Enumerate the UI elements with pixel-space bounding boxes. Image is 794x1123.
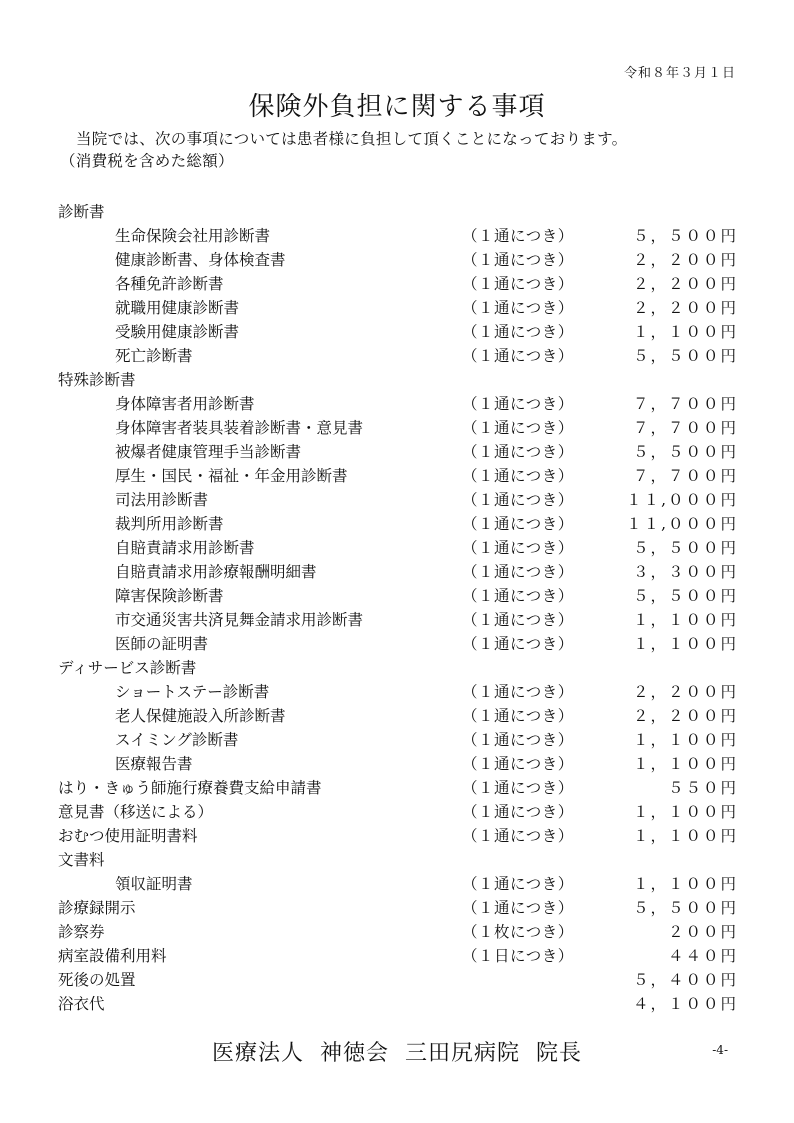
item-unit: （１通につき） xyxy=(462,731,574,749)
fee-row xyxy=(58,968,738,992)
item-name: 健康診断書、身体検査書 xyxy=(115,251,286,269)
category-heading xyxy=(58,656,738,680)
fee-row xyxy=(58,752,738,776)
item-name: 受験用健康診断書 xyxy=(115,323,240,341)
item-name: 裁判所用診断書 xyxy=(115,515,224,533)
fee-row xyxy=(58,944,738,968)
fee-row xyxy=(58,440,738,464)
item-price: ２，２００円 xyxy=(632,683,738,701)
item-unit: （１通につき） xyxy=(462,539,574,557)
fee-row xyxy=(58,464,738,488)
item-price: ５，５００円 xyxy=(632,539,738,557)
category-heading xyxy=(58,200,738,224)
item-unit: （１通につき） xyxy=(462,419,574,437)
item-price: １，１００円 xyxy=(632,635,738,653)
item-unit: （１通につき） xyxy=(462,635,574,653)
item-price: １，１００円 xyxy=(632,731,738,749)
fee-row xyxy=(58,680,738,704)
item-unit: （１通につき） xyxy=(462,875,574,893)
tax-note: （消費税を含めた総額） xyxy=(60,152,234,170)
fee-row xyxy=(58,608,738,632)
item-name: 診療録開示 xyxy=(58,899,136,917)
item-price: １，１００円 xyxy=(632,827,738,845)
item-unit: （１枚につき） xyxy=(462,923,574,941)
category-heading xyxy=(58,848,738,872)
item-name: 死亡診断書 xyxy=(115,347,193,365)
item-unit: （１通につき） xyxy=(462,515,574,533)
item-name: おむつ使用証明書料 xyxy=(58,827,198,845)
fee-row xyxy=(58,896,738,920)
fee-row xyxy=(58,632,738,656)
item-price: ７，７００円 xyxy=(632,395,738,413)
item-price: ４４０円 xyxy=(667,947,738,965)
item-name: ディサービス診断書 xyxy=(58,659,197,677)
item-price: ２，２００円 xyxy=(632,275,738,293)
item-unit: （１日につき） xyxy=(462,947,574,965)
item-price: ２，２００円 xyxy=(632,707,738,725)
intro-text xyxy=(60,128,627,172)
fee-row xyxy=(58,920,738,944)
item-price: ３，３００円 xyxy=(632,563,738,581)
item-name: 診察券 xyxy=(58,923,105,941)
fee-row xyxy=(58,872,738,896)
item-name: 意見書（移送による） xyxy=(58,803,214,821)
item-unit: （１通につき） xyxy=(462,899,574,917)
item-name: 領収証明書 xyxy=(115,875,193,893)
item-name: ショートステー診断書 xyxy=(115,683,270,701)
fee-row xyxy=(58,512,738,536)
item-price: ５５０円 xyxy=(667,779,738,797)
item-price: １，１００円 xyxy=(632,803,738,821)
item-price: ５，５００円 xyxy=(632,587,738,605)
item-price: ４，１００円 xyxy=(632,995,738,1013)
fee-row xyxy=(58,776,738,800)
item-unit: （１通につき） xyxy=(462,395,574,413)
fee-row xyxy=(58,704,738,728)
fee-row xyxy=(58,320,738,344)
fee-row xyxy=(58,224,738,248)
item-unit: （１通につき） xyxy=(462,587,574,605)
item-price: ５，５００円 xyxy=(632,899,738,917)
item-name: 被爆者健康管理手当診断書 xyxy=(115,443,302,461)
fee-row xyxy=(58,992,738,1016)
item-unit: （１通につき） xyxy=(462,827,574,845)
item-name: 生命保険会社用診断書 xyxy=(115,227,271,245)
fee-row xyxy=(58,560,738,584)
fee-row xyxy=(58,584,738,608)
item-name: 厚生・国民・福祉・年金用診断書 xyxy=(115,467,348,485)
item-price: ５，５００円 xyxy=(632,347,738,365)
item-name: 身体障害者装具装着診断書・意見書 xyxy=(115,419,364,437)
fee-row xyxy=(58,800,738,824)
item-price: ７，７００円 xyxy=(632,467,738,485)
item-name: 各種免許診断書 xyxy=(115,275,224,293)
item-name: 医師の証明書 xyxy=(115,635,209,653)
item-unit: （１通につき） xyxy=(462,227,574,245)
item-price: １，１００円 xyxy=(632,755,738,773)
item-price: ５，５００円 xyxy=(632,227,738,245)
item-name: 司法用診断書 xyxy=(115,491,209,509)
item-name: 市交通災害共済見舞金請求用診断書 xyxy=(115,611,364,629)
item-name: 死後の処置 xyxy=(58,971,136,989)
item-price: １１,０００円 xyxy=(626,491,738,509)
item-name: 自賠責請求用診断書 xyxy=(115,539,255,557)
item-name: 特殊診断書 xyxy=(58,371,136,389)
item-unit: （１通につき） xyxy=(462,755,574,773)
fee-row xyxy=(58,272,738,296)
item-name: 病室設備利用料 xyxy=(58,947,167,965)
intro-line: 当院では、次の事項については患者様に負担して頂くことになっております。 xyxy=(76,130,628,148)
item-price: ２００円 xyxy=(667,923,738,941)
item-unit: （１通につき） xyxy=(462,779,574,797)
item-unit: （１通につき） xyxy=(462,323,574,341)
item-name: スイミング診断書 xyxy=(115,731,239,749)
fee-row xyxy=(58,536,738,560)
item-price: ５，４００円 xyxy=(632,971,738,989)
page-number: -4- xyxy=(712,1043,728,1057)
item-unit: （１通につき） xyxy=(462,251,574,269)
item-unit: （１通につき） xyxy=(462,803,574,821)
item-price: １，１００円 xyxy=(632,875,738,893)
item-name: はり・きゅう師施行療養費支給申請書 xyxy=(58,779,322,797)
fee-list xyxy=(58,200,738,1016)
item-price: １，１００円 xyxy=(632,323,738,341)
item-name: 医療報告書 xyxy=(115,755,193,773)
item-name: 文書料 xyxy=(58,851,105,869)
fee-row xyxy=(58,728,738,752)
item-unit: （１通につき） xyxy=(462,347,574,365)
item-price: ５，５００円 xyxy=(632,443,738,461)
item-name: 就職用健康診断書 xyxy=(115,299,240,317)
item-unit: （１通につき） xyxy=(462,299,574,317)
item-unit: （１通につき） xyxy=(462,611,574,629)
item-unit: （１通につき） xyxy=(462,443,574,461)
item-name: 老人保健施設入所診断書 xyxy=(115,707,286,725)
fee-row xyxy=(58,392,738,416)
item-name: 診断書 xyxy=(58,203,105,221)
item-unit: （１通につき） xyxy=(462,707,574,725)
fee-row xyxy=(58,488,738,512)
fee-row xyxy=(58,416,738,440)
category-heading xyxy=(58,368,738,392)
item-price: １１,０００円 xyxy=(626,515,738,533)
item-price: ７，７００円 xyxy=(632,419,738,437)
hospital-signature: 医療法人 神徳会 三田尻病院 院長 xyxy=(212,1041,582,1066)
item-unit: （１通につき） xyxy=(462,275,574,293)
issue-date: 令和８年３月１日 xyxy=(623,66,736,81)
fee-row xyxy=(58,824,738,848)
page-title: 保険外負担に関する事項 xyxy=(248,92,546,122)
item-price: １，１００円 xyxy=(632,611,738,629)
item-unit: （１通につき） xyxy=(462,467,574,485)
fee-row xyxy=(58,344,738,368)
item-unit: （１通につき） xyxy=(462,563,574,581)
item-name: 身体障害者用診断書 xyxy=(115,395,255,413)
fee-row xyxy=(58,248,738,272)
item-unit: （１通につき） xyxy=(462,491,574,509)
item-name: 浴衣代 xyxy=(58,995,105,1013)
item-unit: （１通につき） xyxy=(462,683,574,701)
item-name: 自賠責請求用診療報酬明細書 xyxy=(115,563,317,581)
fee-row xyxy=(58,296,738,320)
item-price: ２，２００円 xyxy=(632,251,738,269)
item-name: 障害保険診断書 xyxy=(115,587,224,605)
item-price: ２，２００円 xyxy=(632,299,738,317)
